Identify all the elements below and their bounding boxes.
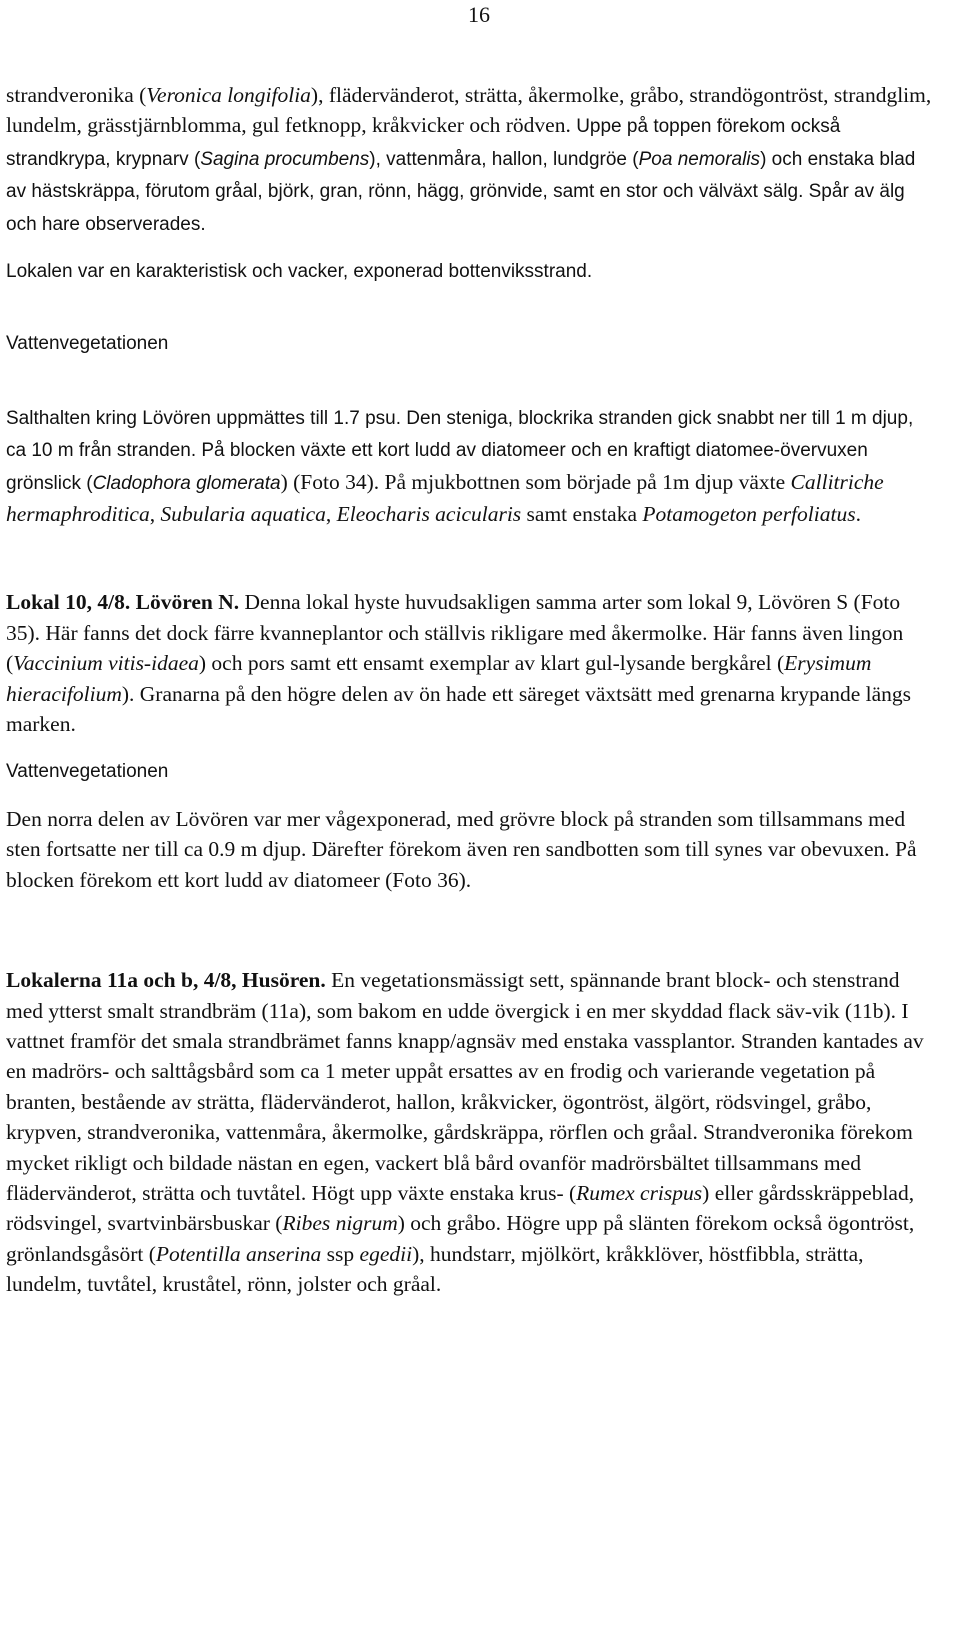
latin-name: Veronica longifolia: [146, 83, 311, 107]
paragraph-water-vegetation-9: Salthalten kring Lövören uppmättes till 1.7 psu. Den steniga, blockrika stranden gick snabbt ner till 1 m djup, ca 10 m från stranden. På blocken växte ett kort ludd av diatomeer och en kraftigt diatomee-övervuxen grönslick (Cladophora glomerata) (Foto 34). På mjukbottnen som började på 1m djup växte Callitriche hermaphroditica, Subularia aquatica, Eleocharis acicularis samt enstaka Potamogeton perfoliatus.: [6, 407, 914, 527]
document-body: [6, 80, 936, 1300]
latin-name: Potentilla anserina: [155, 1241, 322, 1266]
paragraph-locality-9-vegetation: strandveronika (Veronica longifolia), flädervänderot, strätta, åkermolke, gråbo, strandögontröst, strandglim, lundelm, grässtjärnblomma, gul fetknopp, kråkvicker och rödven. Uppe på toppen förekom också strandkrypa, krypnarv (Sagina procumbens), vattenmåra, hallon, lundgröe (Poa nemoralis) och enstaka blad av hästskräppa, förutom gråal, björk, gran, rönn, hägg, grönvide, samt en stor och välväxt sälg. Spår av älg och hare observerades.: [6, 83, 932, 235]
locality-heading: Lokal 10, 4/8. Lövören N.: [6, 590, 240, 615]
latin-name: Poa nemoralis: [638, 148, 761, 170]
latin-name: Callitriche hermaphroditica: [6, 469, 884, 527]
latin-name: egedii: [359, 1241, 413, 1266]
latin-name: Potamogeton perfoliatus: [642, 502, 856, 527]
section-heading-water-vegetation-2: Vattenvegetationen: [6, 760, 169, 782]
latin-name: Eleocharis acicularis: [336, 502, 522, 527]
section-heading-water-vegetation: Vattenvegetationen: [6, 333, 169, 355]
paragraph-locality-10: Lokal 10, 4/8. Lövören N. Denna lokal hyste huvudsakligen samma arter som lokal 9, Lövören S (Foto 35). Här fanns det dock färre kvanneplantor och ställvis rikligare med åkermolke. Här fanns även lingon (Vaccinium vitis-idaea) och pors samt ett ensamt exemplar av klart gul-lysande bergkårel (Erysimum hieracifolium). Granarna på den högre delen av ön hade ett säreget växtsätt med grenarna krypande längs marken.: [6, 590, 912, 737]
latin-name: Cladophora glomerata: [92, 472, 281, 494]
latin-name: Sagina procumbens: [200, 148, 370, 170]
paragraph-locality-summary: Lokalen var en karakteristisk och vacker, exponerad bottenviksstrand.: [6, 261, 593, 283]
paragraph-water-vegetation-10: Den norra delen av Lövören var mer vågexponerad, med grövre block på stranden som tillsammans med sten fortsatte ner till ca 0.9 m djup. Därefter förekom även ren sandbotten som till synes var obevuxen. På blocken förekom ett kort ludd av diatomeer (Foto 36).: [6, 806, 917, 892]
latin-name: Vaccinium vitis-idaea: [13, 651, 199, 676]
latin-name: Erysimum hieracifolium: [6, 651, 872, 706]
paragraph-locality-11: Lokalerna 11a och b, 4/8, Husören. En vegetationsmässigt sett, spännande brant block- och stenstrand med ytterst smalt strandbräm (11a), som bakom en udde övergick i en mer skyddad flack säv-vik (11b). I vattnet framför det smala strandbrämet fanns knapp/agnsäv med enstaka vassplantor. Stranden kantades av en madrörs- och salttågsbård som ca 1 meter uppåt ersattes av en frodig och varierande vegetation på branten, bestående av strätta, flädervänderot, hallon, kråkvicker, ögontröst, älgört, rödsvingel, gråbo, krypven, strandveronika, vattenmåra, åkermolke, gårdskräppa, rörflen och gråal. Strandveronika förekom mycket rikligt och bildade nästan en egen, vackert blå bård ovanför madrörsbältet tillsammans med flädervänderot, strätta och tuvtåtel. Högt upp växte enstaka krus- (Rumex crispus) eller gårdsskräppeblad, rödsvingel, svartvinbärsbuskar (Ribes nigrum) och gråbo. Högre upp på slänten förekom också ögontröst, grönlandsgåsört (Potentilla anserina ssp egedii), hundstarr, mjölkört, kråkklöver, höstfibbla, strätta, lundelm, tuvtåtel, kruståtel, rönn, jolster och gråal.: [6, 968, 924, 1297]
latin-name: Rumex crispus: [576, 1180, 703, 1205]
latin-name: Subularia aquatica: [160, 502, 326, 527]
locality-heading: Lokalerna 11a och b, 4/8, Husören.: [6, 968, 326, 993]
page-number: 16: [468, 2, 490, 27]
latin-name: Ribes nigrum: [282, 1211, 398, 1236]
